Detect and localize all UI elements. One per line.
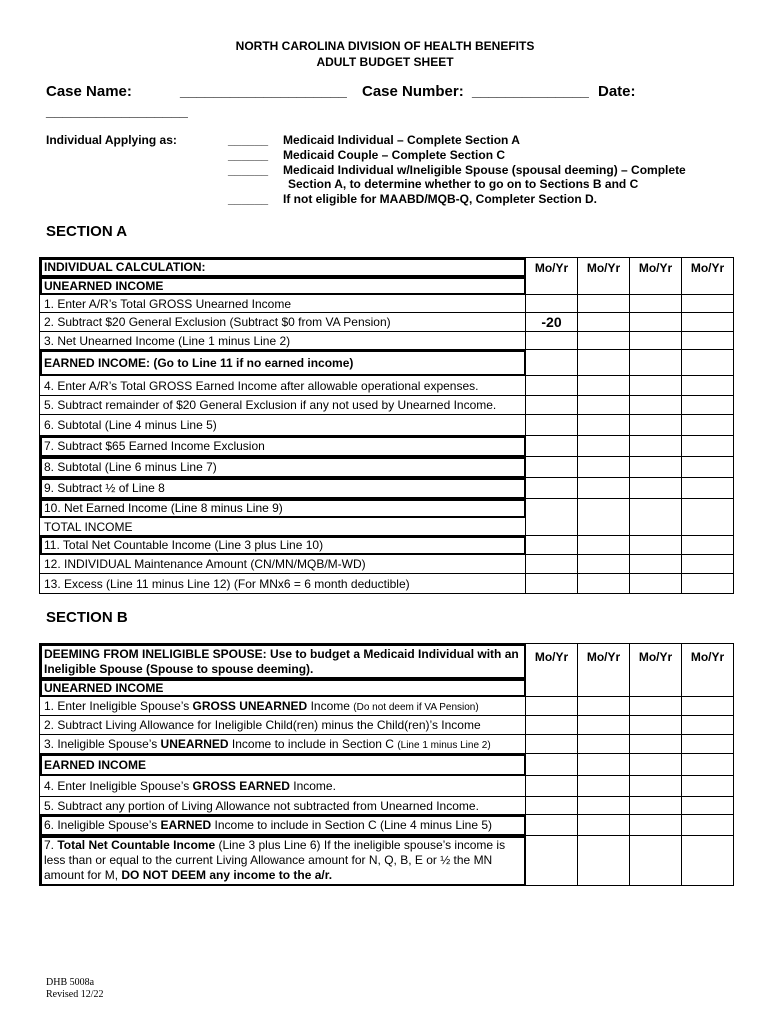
b-line-1-text: 1. Enter Ineligible Spouse’s bbox=[44, 699, 193, 713]
value-cell[interactable] bbox=[526, 457, 578, 478]
value-cell[interactable] bbox=[682, 332, 734, 350]
value-cell[interactable] bbox=[630, 376, 682, 396]
value-cell[interactable] bbox=[630, 536, 682, 555]
value-cell[interactable] bbox=[526, 376, 578, 396]
line-7-label: 7. Subtract $65 Earned Income Exclusion bbox=[40, 436, 526, 457]
value-cell[interactable] bbox=[578, 457, 630, 478]
table-row bbox=[40, 735, 734, 754]
value-cell[interactable] bbox=[526, 797, 578, 815]
value-cell[interactable] bbox=[526, 574, 578, 594]
value-cell[interactable] bbox=[630, 457, 682, 478]
b-line-3-label bbox=[40, 735, 526, 754]
mo-yr-header: Mo/Yr bbox=[682, 258, 734, 295]
value-cell[interactable] bbox=[578, 415, 630, 436]
table-row bbox=[40, 797, 734, 815]
form-number: DHB 5008a bbox=[46, 977, 95, 988]
mo-yr-header: Mo/Yr bbox=[630, 258, 682, 295]
value-cell[interactable] bbox=[682, 697, 734, 716]
b-line-4-text-2: Income. bbox=[289, 779, 336, 793]
value-cell[interactable] bbox=[682, 574, 734, 594]
value-cell[interactable] bbox=[526, 536, 578, 555]
b-line-7-emphasis: Total Net Countable Income bbox=[57, 838, 216, 852]
line-11-label: 11. Total Net Countable Income (Line 3 plus Line 10) bbox=[40, 536, 526, 555]
value-cell[interactable] bbox=[630, 797, 682, 815]
b-line-7-warning: DO NOT DEEM any income to the a/r. bbox=[121, 868, 333, 882]
b-line-3-text-2: Income to include in Section C bbox=[228, 737, 398, 751]
value-cell[interactable] bbox=[630, 555, 682, 574]
value-cell[interactable] bbox=[526, 697, 578, 716]
revision-date: Revised 12/22 bbox=[46, 989, 104, 1000]
table-row bbox=[40, 697, 734, 716]
form-title: NORTH CAROLINA DIVISION OF HEALTH BENEFITS bbox=[235, 39, 535, 53]
b-line-6-text-2: Income to include in Section C (Line 4 minus Line 5) bbox=[211, 818, 493, 832]
table-row bbox=[40, 396, 734, 415]
table-row bbox=[40, 415, 734, 436]
value-cell[interactable] bbox=[526, 396, 578, 415]
value-cell[interactable] bbox=[578, 776, 630, 797]
value-cell[interactable] bbox=[630, 754, 682, 776]
value-cell[interactable] bbox=[630, 776, 682, 797]
value-cell[interactable] bbox=[682, 396, 734, 415]
option-medicaid-couple: Medicaid Couple – Complete Section C bbox=[283, 148, 506, 162]
value-cell[interactable] bbox=[578, 478, 630, 499]
value-cell[interactable] bbox=[630, 478, 682, 499]
value-cell[interactable] bbox=[630, 836, 682, 886]
mo-yr-header: Mo/Yr bbox=[526, 258, 578, 295]
value-cell[interactable] bbox=[682, 836, 734, 886]
line-5-label: 5. Subtract remainder of $20 General Exclusion if any not used by Unearned Income. bbox=[40, 396, 526, 415]
line-12-label: 12. INDIVIDUAL Maintenance Amount (CN/MN/MQB/M-WD) bbox=[40, 555, 526, 574]
value-cell[interactable] bbox=[630, 350, 682, 376]
unearned-income-heading: UNEARNED INCOME bbox=[40, 679, 526, 697]
line-1-label: 1. Enter A/R’s Total GROSS Unearned Income bbox=[40, 295, 526, 313]
table-row bbox=[40, 499, 734, 518]
value-cell[interactable] bbox=[526, 415, 578, 436]
total-income-heading: TOTAL INCOME bbox=[40, 518, 526, 536]
deeming-heading: DEEMING FROM INELIGIBLE SPOUSE: Use to budget a Medicaid Individual with an Ineligible Spouse (Spouse to spouse deeming). bbox=[40, 644, 526, 679]
earned-income-heading: EARNED INCOME: (Go to Line 11 if no earned income) bbox=[40, 350, 526, 376]
value-cell[interactable] bbox=[682, 457, 734, 478]
line-10-label: 10. Net Earned Income (Line 8 minus Line 9) bbox=[40, 499, 526, 518]
case-name-label: Case Name: bbox=[46, 83, 132, 100]
b-line-4-emphasis: GROSS EARNED bbox=[192, 779, 290, 793]
section-a-table bbox=[39, 257, 734, 594]
value-cell[interactable] bbox=[682, 436, 734, 457]
value-cell[interactable] bbox=[630, 436, 682, 457]
value-cell[interactable] bbox=[578, 697, 630, 716]
line-9-label: 9. Subtract ½ of Line 8 bbox=[40, 478, 526, 499]
table-row bbox=[40, 754, 734, 776]
value-cell[interactable] bbox=[682, 376, 734, 396]
value-cell[interactable] bbox=[630, 499, 682, 536]
value-cell[interactable] bbox=[630, 313, 682, 332]
table-row bbox=[40, 332, 734, 350]
value-cell[interactable] bbox=[630, 415, 682, 436]
value-cell[interactable] bbox=[578, 716, 630, 735]
b-line-7-label bbox=[40, 836, 526, 886]
section-b-table bbox=[39, 643, 734, 886]
b-line-6-text: 6. Ineligible Spouse’s bbox=[44, 818, 161, 832]
value-cell[interactable] bbox=[682, 478, 734, 499]
value-cell[interactable] bbox=[682, 754, 734, 776]
value-cell[interactable] bbox=[578, 295, 630, 313]
b-line-3-note: (Line 1 minus Line 2) bbox=[397, 740, 491, 751]
value-cell[interactable] bbox=[526, 332, 578, 350]
value-cell[interactable] bbox=[526, 754, 578, 776]
line-13-label: 13. Excess (Line 11 minus Line 12) (For MNx6 = 6 month deductible) bbox=[40, 574, 526, 594]
b-line-2-label: 2. Subtract Living Allowance for Ineligible Child(ren) minus the Child(ren)’s Income bbox=[40, 716, 526, 735]
value-cell[interactable] bbox=[526, 735, 578, 754]
b-line-6-emphasis: EARNED bbox=[160, 818, 212, 832]
table-row bbox=[40, 836, 734, 886]
value-cell[interactable] bbox=[578, 313, 630, 332]
value-cell[interactable] bbox=[526, 555, 578, 574]
table-row bbox=[40, 295, 734, 313]
value-cell[interactable] bbox=[526, 436, 578, 457]
individual-calc-heading: INDIVIDUAL CALCULATION: bbox=[40, 258, 526, 277]
value-cell[interactable] bbox=[578, 797, 630, 815]
table-row bbox=[40, 776, 734, 797]
b-line-5-label: 5. Subtract any portion of Living Allowance not subtracted from Unearned Income. bbox=[40, 797, 526, 815]
table-row bbox=[40, 574, 734, 594]
value-cell[interactable] bbox=[578, 574, 630, 594]
line-2-label: 2. Subtract $20 General Exclusion (Subtract $0 from VA Pension) bbox=[40, 313, 526, 332]
b-line-1-text-2: Income bbox=[307, 699, 354, 713]
value-cell[interactable] bbox=[526, 350, 578, 376]
value-cell[interactable] bbox=[578, 436, 630, 457]
b-line-4-label bbox=[40, 776, 526, 797]
value-cell[interactable] bbox=[630, 735, 682, 754]
table-row bbox=[40, 350, 734, 376]
date-label: Date: bbox=[598, 83, 636, 100]
table-row bbox=[40, 716, 734, 735]
value-cell[interactable] bbox=[630, 574, 682, 594]
value-cell[interactable] bbox=[630, 396, 682, 415]
option-spousal-deeming-cont: Section A, to determine whether to go on to Sections B and C bbox=[288, 177, 639, 191]
value-cell[interactable] bbox=[578, 836, 630, 886]
value-cell[interactable] bbox=[682, 735, 734, 754]
mo-yr-header: Mo/Yr bbox=[630, 644, 682, 697]
mo-yr-header: Mo/Yr bbox=[578, 644, 630, 697]
value-cell[interactable] bbox=[682, 350, 734, 376]
value-cell[interactable] bbox=[526, 478, 578, 499]
table-row bbox=[40, 478, 734, 499]
value-cell[interactable] bbox=[630, 815, 682, 836]
b-line-1-note: (Do not deem if VA Pension) bbox=[353, 702, 479, 713]
table-row bbox=[40, 313, 734, 332]
value-cell[interactable] bbox=[630, 697, 682, 716]
case-name-field[interactable]: ____________________ bbox=[180, 83, 347, 100]
b-line-1-emphasis: GROSS UNEARNED bbox=[192, 699, 308, 713]
value-cell[interactable] bbox=[630, 332, 682, 350]
value-cell[interactable] bbox=[682, 295, 734, 313]
value-cell[interactable] bbox=[578, 735, 630, 754]
case-number-label: Case Number: bbox=[362, 83, 464, 100]
value-cell[interactable] bbox=[578, 396, 630, 415]
option-blank[interactable]: ______ bbox=[228, 192, 269, 206]
value-cell[interactable] bbox=[682, 415, 734, 436]
line-6-label: 6. Subtotal (Line 4 minus Line 5) bbox=[40, 415, 526, 436]
value-cell[interactable] bbox=[578, 815, 630, 836]
b-line-3-text: 3. Ineligible Spouse’s bbox=[44, 737, 161, 751]
value-cell[interactable] bbox=[578, 536, 630, 555]
value-cell[interactable] bbox=[578, 499, 630, 536]
section-a-title: SECTION A bbox=[46, 223, 128, 240]
value-cell[interactable] bbox=[526, 776, 578, 797]
value-cell[interactable] bbox=[526, 716, 578, 735]
general-exclusion-value: -20 bbox=[526, 313, 578, 332]
table-row bbox=[40, 644, 734, 679]
section-b-title: SECTION B bbox=[46, 609, 128, 626]
value-cell[interactable] bbox=[682, 797, 734, 815]
form-subtitle: ADULT BUDGET SHEET bbox=[316, 55, 454, 69]
value-cell[interactable] bbox=[630, 295, 682, 313]
value-cell[interactable] bbox=[682, 776, 734, 797]
option-blank[interactable]: ______ bbox=[228, 148, 269, 162]
value-cell[interactable] bbox=[682, 716, 734, 735]
value-cell[interactable] bbox=[526, 499, 578, 536]
unearned-income-heading: UNEARNED INCOME bbox=[40, 277, 526, 295]
mo-yr-header: Mo/Yr bbox=[682, 644, 734, 697]
mo-yr-header: Mo/Yr bbox=[578, 258, 630, 295]
value-cell[interactable] bbox=[526, 815, 578, 836]
value-cell[interactable] bbox=[682, 536, 734, 555]
line-4-label: 4. Enter A/R’s Total GROSS Earned Income after allowable operational expenses. bbox=[40, 376, 526, 396]
b-line-6-label bbox=[40, 815, 526, 836]
value-cell[interactable] bbox=[682, 313, 734, 332]
b-line-1-label bbox=[40, 697, 526, 716]
option-medicaid-individual: Medicaid Individual – Complete Section A bbox=[283, 133, 520, 147]
value-cell[interactable] bbox=[578, 555, 630, 574]
b-line-3-emphasis: UNEARNED bbox=[160, 737, 229, 751]
b-line-7-text: 7. bbox=[44, 838, 58, 852]
b-line-7-text-2: (Line 3 plus Line 6) If the ineligible spouse’s income is less than or equal to the current Living Allowance amount for N, Q, B, E or ½ the MN amount for M, bbox=[44, 838, 506, 882]
option-blank[interactable]: ______ bbox=[228, 133, 269, 147]
value-cell[interactable] bbox=[682, 555, 734, 574]
date-field[interactable]: _________________ bbox=[46, 103, 188, 120]
option-not-eligible: If not eligible for MAABD/MQB-Q, Completer Section D. bbox=[283, 192, 598, 206]
b-line-4-text: 4. Enter Ineligible Spouse’s bbox=[44, 779, 193, 793]
case-number-field[interactable]: ______________ bbox=[472, 83, 589, 100]
value-cell[interactable] bbox=[682, 499, 734, 536]
table-row bbox=[40, 536, 734, 555]
option-blank[interactable]: ______ bbox=[228, 163, 269, 177]
value-cell[interactable] bbox=[630, 716, 682, 735]
value-cell[interactable] bbox=[526, 295, 578, 313]
value-cell[interactable] bbox=[578, 754, 630, 776]
table-row bbox=[40, 436, 734, 457]
value-cell[interactable] bbox=[682, 815, 734, 836]
table-row bbox=[40, 258, 734, 277]
line-8-label: 8. Subtotal (Line 6 minus Line 7) bbox=[40, 457, 526, 478]
option-spousal-deeming: Medicaid Individual w/Ineligible Spouse (spousal deeming) – Complete bbox=[283, 163, 686, 177]
applying-label: Individual Applying as: bbox=[46, 133, 177, 147]
earned-income-heading: EARNED INCOME bbox=[40, 754, 526, 776]
mo-yr-header: Mo/Yr bbox=[526, 644, 578, 697]
table-row bbox=[40, 376, 734, 396]
table-row bbox=[40, 457, 734, 478]
value-cell[interactable] bbox=[578, 376, 630, 396]
table-row bbox=[40, 555, 734, 574]
line-3-label: 3. Net Unearned Income (Line 1 minus Line 2) bbox=[40, 332, 526, 350]
value-cell[interactable] bbox=[526, 836, 578, 886]
value-cell[interactable] bbox=[578, 350, 630, 376]
table-row bbox=[40, 815, 734, 836]
value-cell[interactable] bbox=[578, 332, 630, 350]
